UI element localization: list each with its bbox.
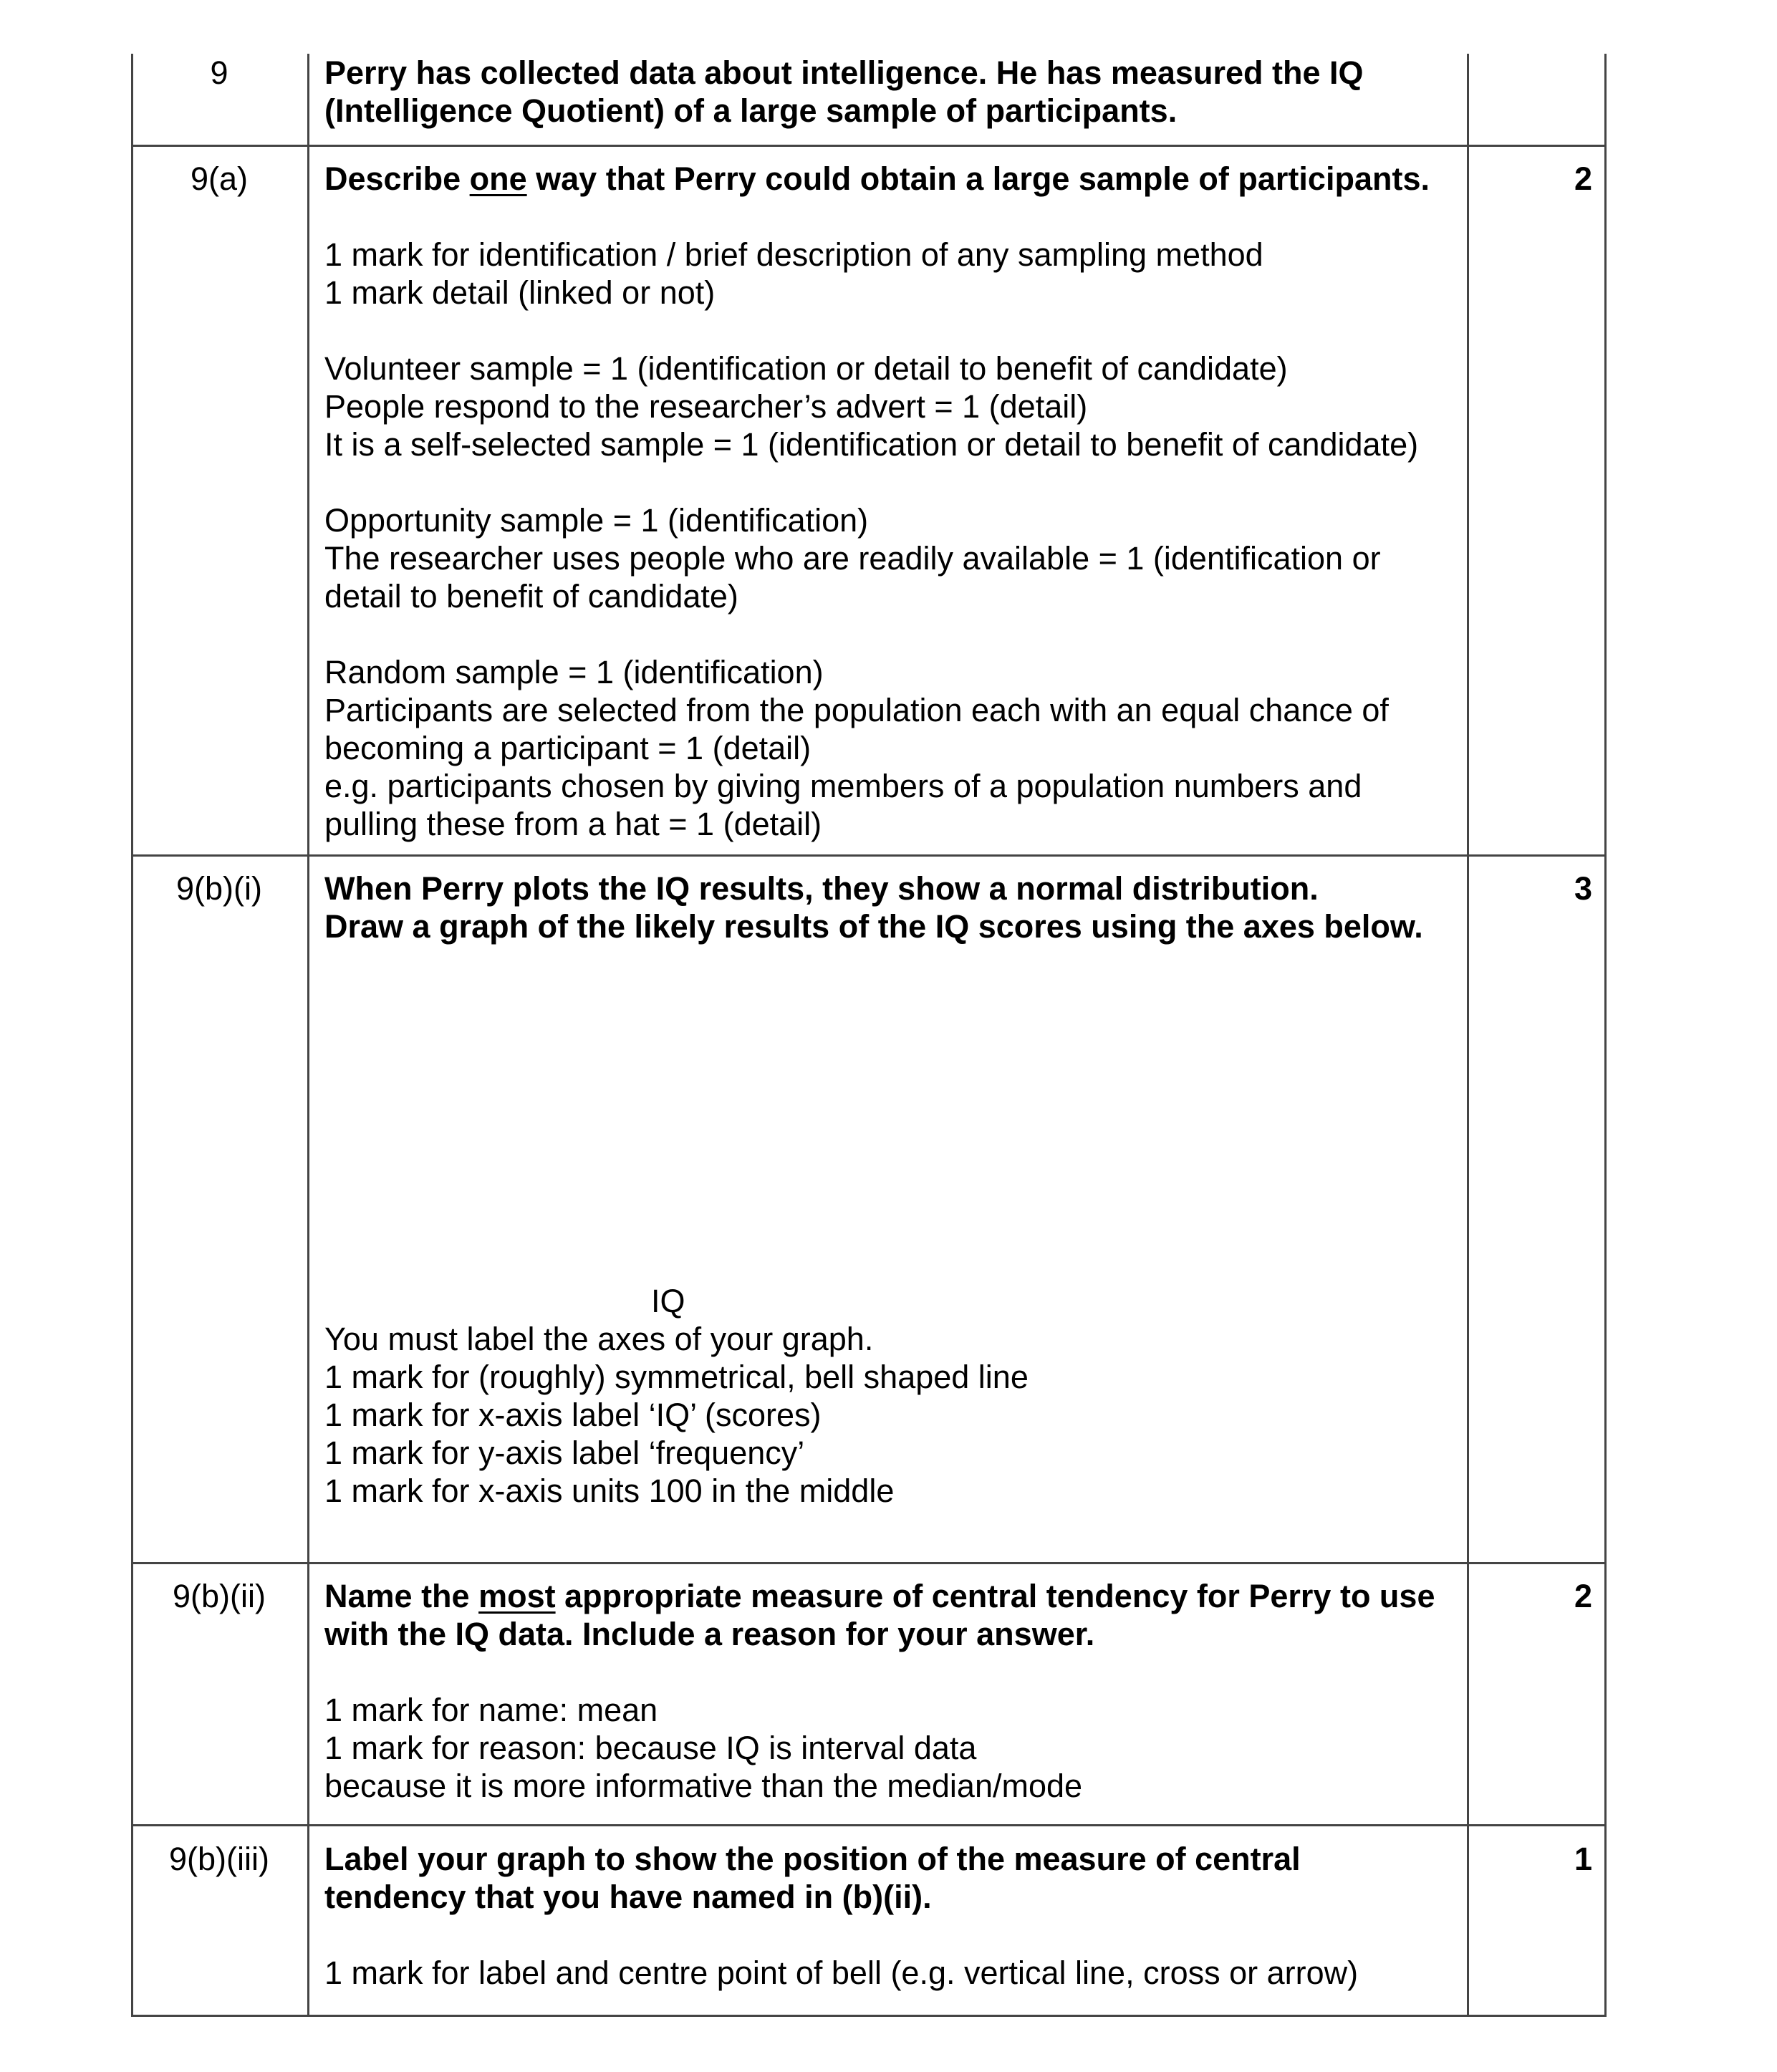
marks-value: 1 xyxy=(1574,1841,1592,1877)
guidance-line: The researcher uses people who are readily available = 1 (identification or xyxy=(324,540,1381,577)
guidance-line: Opportunity sample = 1 (identification) xyxy=(324,502,869,539)
text-line: (Intelligence Quotient) of a large sample of participants. xyxy=(324,92,1178,129)
marks-value: 2 xyxy=(1574,160,1592,197)
guidance-line: 1 mark for name: mean xyxy=(324,1692,658,1728)
guidance-line: becoming a participant = 1 (detail) xyxy=(324,730,812,766)
guidance-line: 1 mark for (roughly) symmetrical, bell shaped line xyxy=(324,1359,1029,1395)
guidance-line: because it is more informative than the median/mode xyxy=(324,1768,1083,1804)
question-text xyxy=(324,54,1478,130)
guidance-line: Random sample = 1 (identification) xyxy=(324,654,824,690)
underlined-word: most xyxy=(478,1578,556,1614)
question-number: 9(b)(ii) xyxy=(173,1578,266,1614)
table-column-divider-1 xyxy=(307,54,309,2017)
x-axis-label: IQ xyxy=(651,1283,685,1319)
guidance-line: 1 mark for x-axis units 100 in the middle xyxy=(324,1473,895,1509)
question-cell xyxy=(324,160,1478,843)
guidance-line: It is a self-selected sample = 1 (identification or detail to benefit of candidate) xyxy=(324,426,1419,463)
marks-value: 2 xyxy=(1574,1578,1592,1614)
guidance-line: 1 mark detail (linked or not) xyxy=(324,274,716,311)
marks-value: 3 xyxy=(1574,870,1592,907)
text-run: Describe xyxy=(324,160,470,197)
question-text: tendency that you have named in (b)(ii). xyxy=(324,1879,932,1915)
question-cell xyxy=(324,1577,1478,1805)
guidance-line: 1 mark for identification / brief description of any sampling method xyxy=(324,236,1263,273)
guidance-line: e.g. participants chosen by giving members of a population numbers and xyxy=(324,768,1362,804)
guidance-line: 1 mark for reason: because IQ is interval data xyxy=(324,1730,977,1766)
row-divider-2 xyxy=(131,854,1607,857)
question-text: Label your graph to show the position of the measure of central xyxy=(324,1841,1301,1877)
question-number: 9 xyxy=(210,54,228,91)
text-run: Name the xyxy=(324,1578,479,1614)
question-text xyxy=(324,1577,1478,1615)
row-divider-1 xyxy=(131,145,1607,147)
question-number: 9(b)(i) xyxy=(176,870,262,907)
text-line: Perry has collected data about intelligence. He has measured the IQ xyxy=(324,54,1364,91)
table-border-right xyxy=(1604,54,1607,2017)
underlined-word: one xyxy=(469,160,527,197)
graph-drawing-area xyxy=(324,945,1478,1282)
question-cell xyxy=(324,1840,1478,1992)
guidance-line: 1 mark for x-axis label ‘IQ’ (scores) xyxy=(324,1397,822,1433)
question-cell xyxy=(324,869,1478,1510)
guidance-line: You must label the axes of your graph. xyxy=(324,1321,874,1357)
guidance-line: People respond to the researcher’s advert = 1 (detail) xyxy=(324,388,1088,425)
guidance-line: 1 mark for label and centre point of bell (e.g. vertical line, cross or arrow) xyxy=(324,1955,1359,1991)
question-text xyxy=(324,160,1478,198)
text-run: way that Perry could obtain a large sample of participants. xyxy=(526,160,1430,197)
question-number: 9(a) xyxy=(190,160,249,197)
guidance-line: detail to benefit of candidate) xyxy=(324,578,738,615)
guidance-line: Participants are selected from the population each with an equal chance of xyxy=(324,692,1389,728)
question-text: Draw a graph of the likely results of the IQ scores using the axes below. xyxy=(324,908,1423,945)
guidance-line: pulling these from a hat = 1 (detail) xyxy=(324,806,822,842)
question-text: When Perry plots the IQ results, they show a normal distribution. xyxy=(324,870,1319,907)
text-run: appropriate measure of central tendency for Perry to use xyxy=(555,1578,1435,1614)
row-divider-4 xyxy=(131,1824,1607,1826)
guidance-line: 1 mark for y-axis label ‘frequency’ xyxy=(324,1435,805,1471)
table-border-left xyxy=(131,54,133,2017)
row-divider-3 xyxy=(131,1562,1607,1564)
question-text: with the IQ data. Include a reason for your answer. xyxy=(324,1616,1095,1652)
table-border-bottom xyxy=(131,2015,1607,2017)
question-number: 9(b)(iii) xyxy=(169,1841,269,1877)
guidance-line: Volunteer sample = 1 (identification or detail to benefit of candidate) xyxy=(324,350,1288,387)
mark-scheme-table xyxy=(131,54,1607,2017)
